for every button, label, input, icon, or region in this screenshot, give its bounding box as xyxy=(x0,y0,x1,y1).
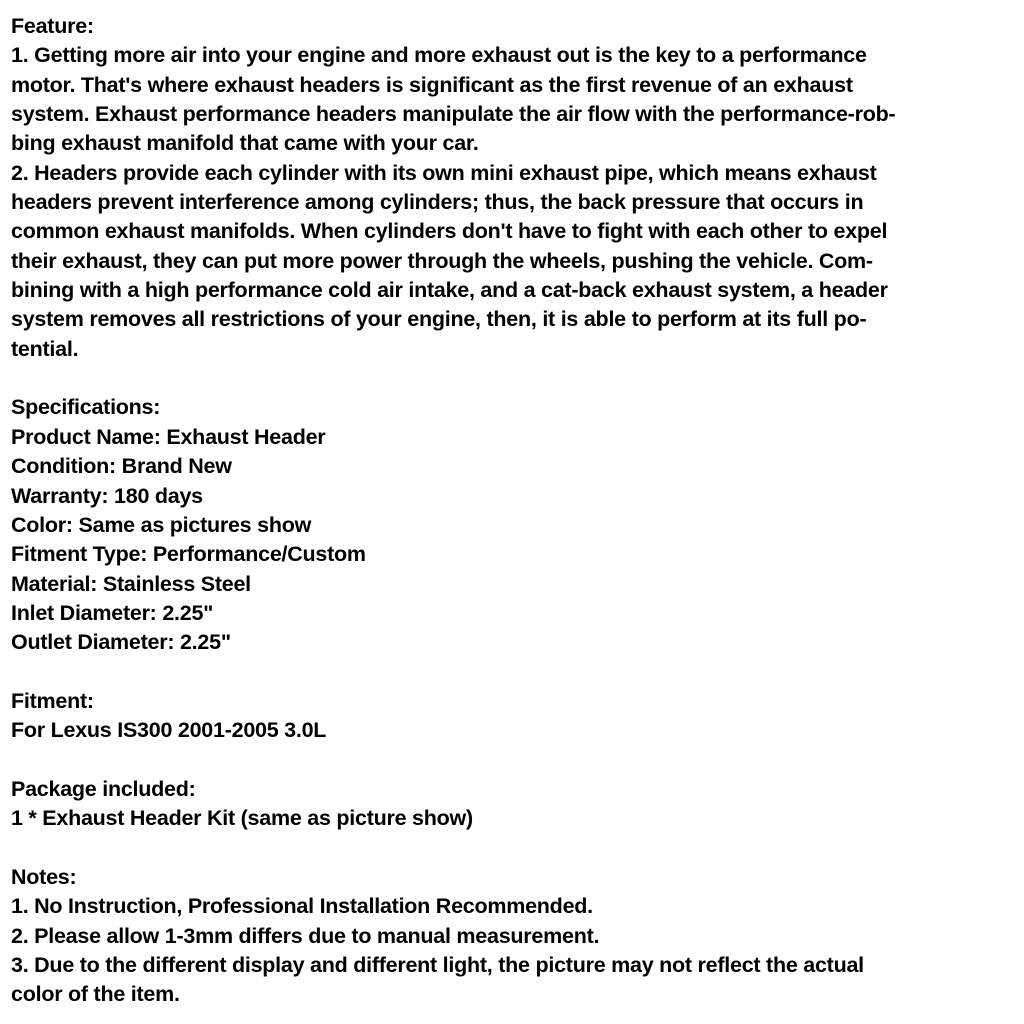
text-line: their exhaust, they can put more power through the wheels, pushing the vehicle. Com- xyxy=(11,248,873,273)
text-line: Material: Stainless Steel xyxy=(11,571,251,596)
section-feature xyxy=(11,12,1016,364)
text-line: 1 * Exhaust Header Kit (same as picture show) xyxy=(11,806,473,831)
text-line: Package included: xyxy=(11,776,196,801)
text-line: Inlet Diameter: 2.25" xyxy=(11,600,214,625)
text-line: bining with a high performance cold air intake, and a cat-back exhaust system, a header xyxy=(11,278,888,303)
text-line: 2. Headers provide each cylinder with its own mini exhaust pipe, which means exhaust xyxy=(11,160,877,185)
text-line: Condition: Brand New xyxy=(11,454,232,479)
text-line: tential. xyxy=(11,336,79,361)
text-line: Warranty: 180 days xyxy=(11,483,203,508)
text-line: 2. Please allow 1-3mm differs due to manual measurement. xyxy=(11,923,600,948)
text-line: Notes: xyxy=(11,864,77,889)
text-line: system removes all restrictions of your engine, then, it is able to perform at its full po- xyxy=(11,307,867,332)
text-line: Color: Same as pictures show xyxy=(11,512,312,537)
section-fitment xyxy=(11,687,1016,746)
text-line: Feature: xyxy=(11,14,94,38)
text-line: motor. That's where exhaust headers is significant as the first revenue of an exhaust xyxy=(11,72,853,97)
text-line: color of the item. xyxy=(11,982,180,1007)
text-line: Specifications: xyxy=(11,395,161,420)
text-line: Product Name: Exhaust Header xyxy=(11,424,326,449)
text-line: 1. No Instruction, Professional Installation Recommended. xyxy=(11,894,593,919)
text-line: 3. Due to the different display and different light, the picture may not reflect the actual xyxy=(11,953,864,977)
text-line: Fitment Type: Performance/Custom xyxy=(11,542,366,567)
section-notes xyxy=(11,863,1016,1010)
section-package-included xyxy=(11,775,1016,834)
text-line: bing exhaust manifold that came with your car. xyxy=(11,131,479,156)
text-line: Fitment: xyxy=(11,688,94,713)
text-line: headers prevent interference among cylinders; thus, the back pressure that occurs in xyxy=(11,190,864,215)
text-line: Outlet Diameter: 2.25" xyxy=(11,630,231,655)
text-line: For Lexus IS300 2001-2005 3.0L xyxy=(11,718,327,743)
section-specifications xyxy=(11,393,1016,657)
text-line: common exhaust manifolds. When cylinders don't have to fight with each other to expel xyxy=(11,219,888,244)
text-line: 1. Getting more air into your engine and more exhaust out is the key to a performance xyxy=(11,43,867,68)
text-line: system. Exhaust performance headers manipulate the air flow with the performance-rob- xyxy=(11,102,896,127)
